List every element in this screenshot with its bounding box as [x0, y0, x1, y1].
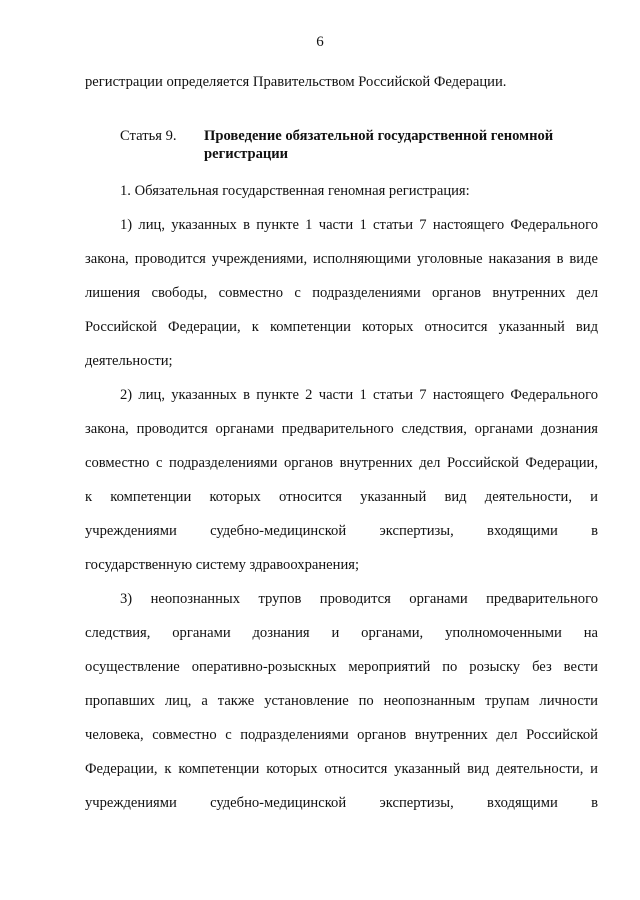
article-label: Статья 9.	[120, 128, 177, 144]
item3-line-4: пропавших лиц, а также установление по неопознанным трупам личности	[85, 693, 598, 709]
item2-line-2: закона, проводится органами предварительного следствия, органами дознания	[85, 421, 598, 437]
item2-line-6: государственную систему здравоохранения;	[85, 557, 360, 573]
article-title: Проведение обязательной государственной геномной регистрации	[204, 128, 554, 162]
item2-line-1: 2) лиц, указанных в пункте 2 части 1 статьи 7 настоящего Федерального	[120, 387, 598, 403]
item1-line-4: Российской Федерации, к компетенции которых относится указанный вид	[85, 319, 598, 335]
item2-line-3: совместно с подразделениями органов внутренних дел Российской Федерации,	[85, 455, 598, 471]
page-number: 6	[316, 34, 324, 50]
item1-line-1: 1) лиц, указанных в пункте 1 части 1 статьи 7 настоящего Федерального	[120, 217, 598, 233]
item1-intro-line: 1. Обязательная государственная геномная регистрация:	[120, 183, 470, 199]
item3-line-1: 3) неопознанных трупов проводится органами предварительного	[120, 591, 598, 607]
item1-line-3: лишения свободы, совместно с подразделениями органов внутренних дел	[85, 285, 598, 301]
item1-line-5: деятельности;	[85, 353, 173, 369]
item2-line-5: учреждениями судебно-медицинской экспертизы, входящими в	[85, 523, 598, 539]
item3-line-2: следствия, органами дознания и органами, уполномоченными на	[85, 625, 598, 641]
item2-line-4: к компетенции которых относится указанный вид деятельности, и	[85, 489, 598, 505]
intro-line: регистрации определяется Правительством Российской Федерации.	[85, 74, 507, 90]
item3-line-5: человека, совместно с подразделениями органов внутренних дел Российской	[85, 727, 598, 743]
item3-line-3: осуществление оперативно-розыскных мероприятий по розыску без вести	[85, 659, 598, 675]
item3-line-6: Федерации, к компетенции которых относится указанный вид деятельности, и	[85, 761, 598, 777]
item1-line-2: закона, проводится учреждениями, исполняющими уголовные наказания в виде	[85, 251, 598, 267]
item3-line-7: учреждениями судебно-медицинской экспертизы, входящими в	[85, 795, 598, 811]
